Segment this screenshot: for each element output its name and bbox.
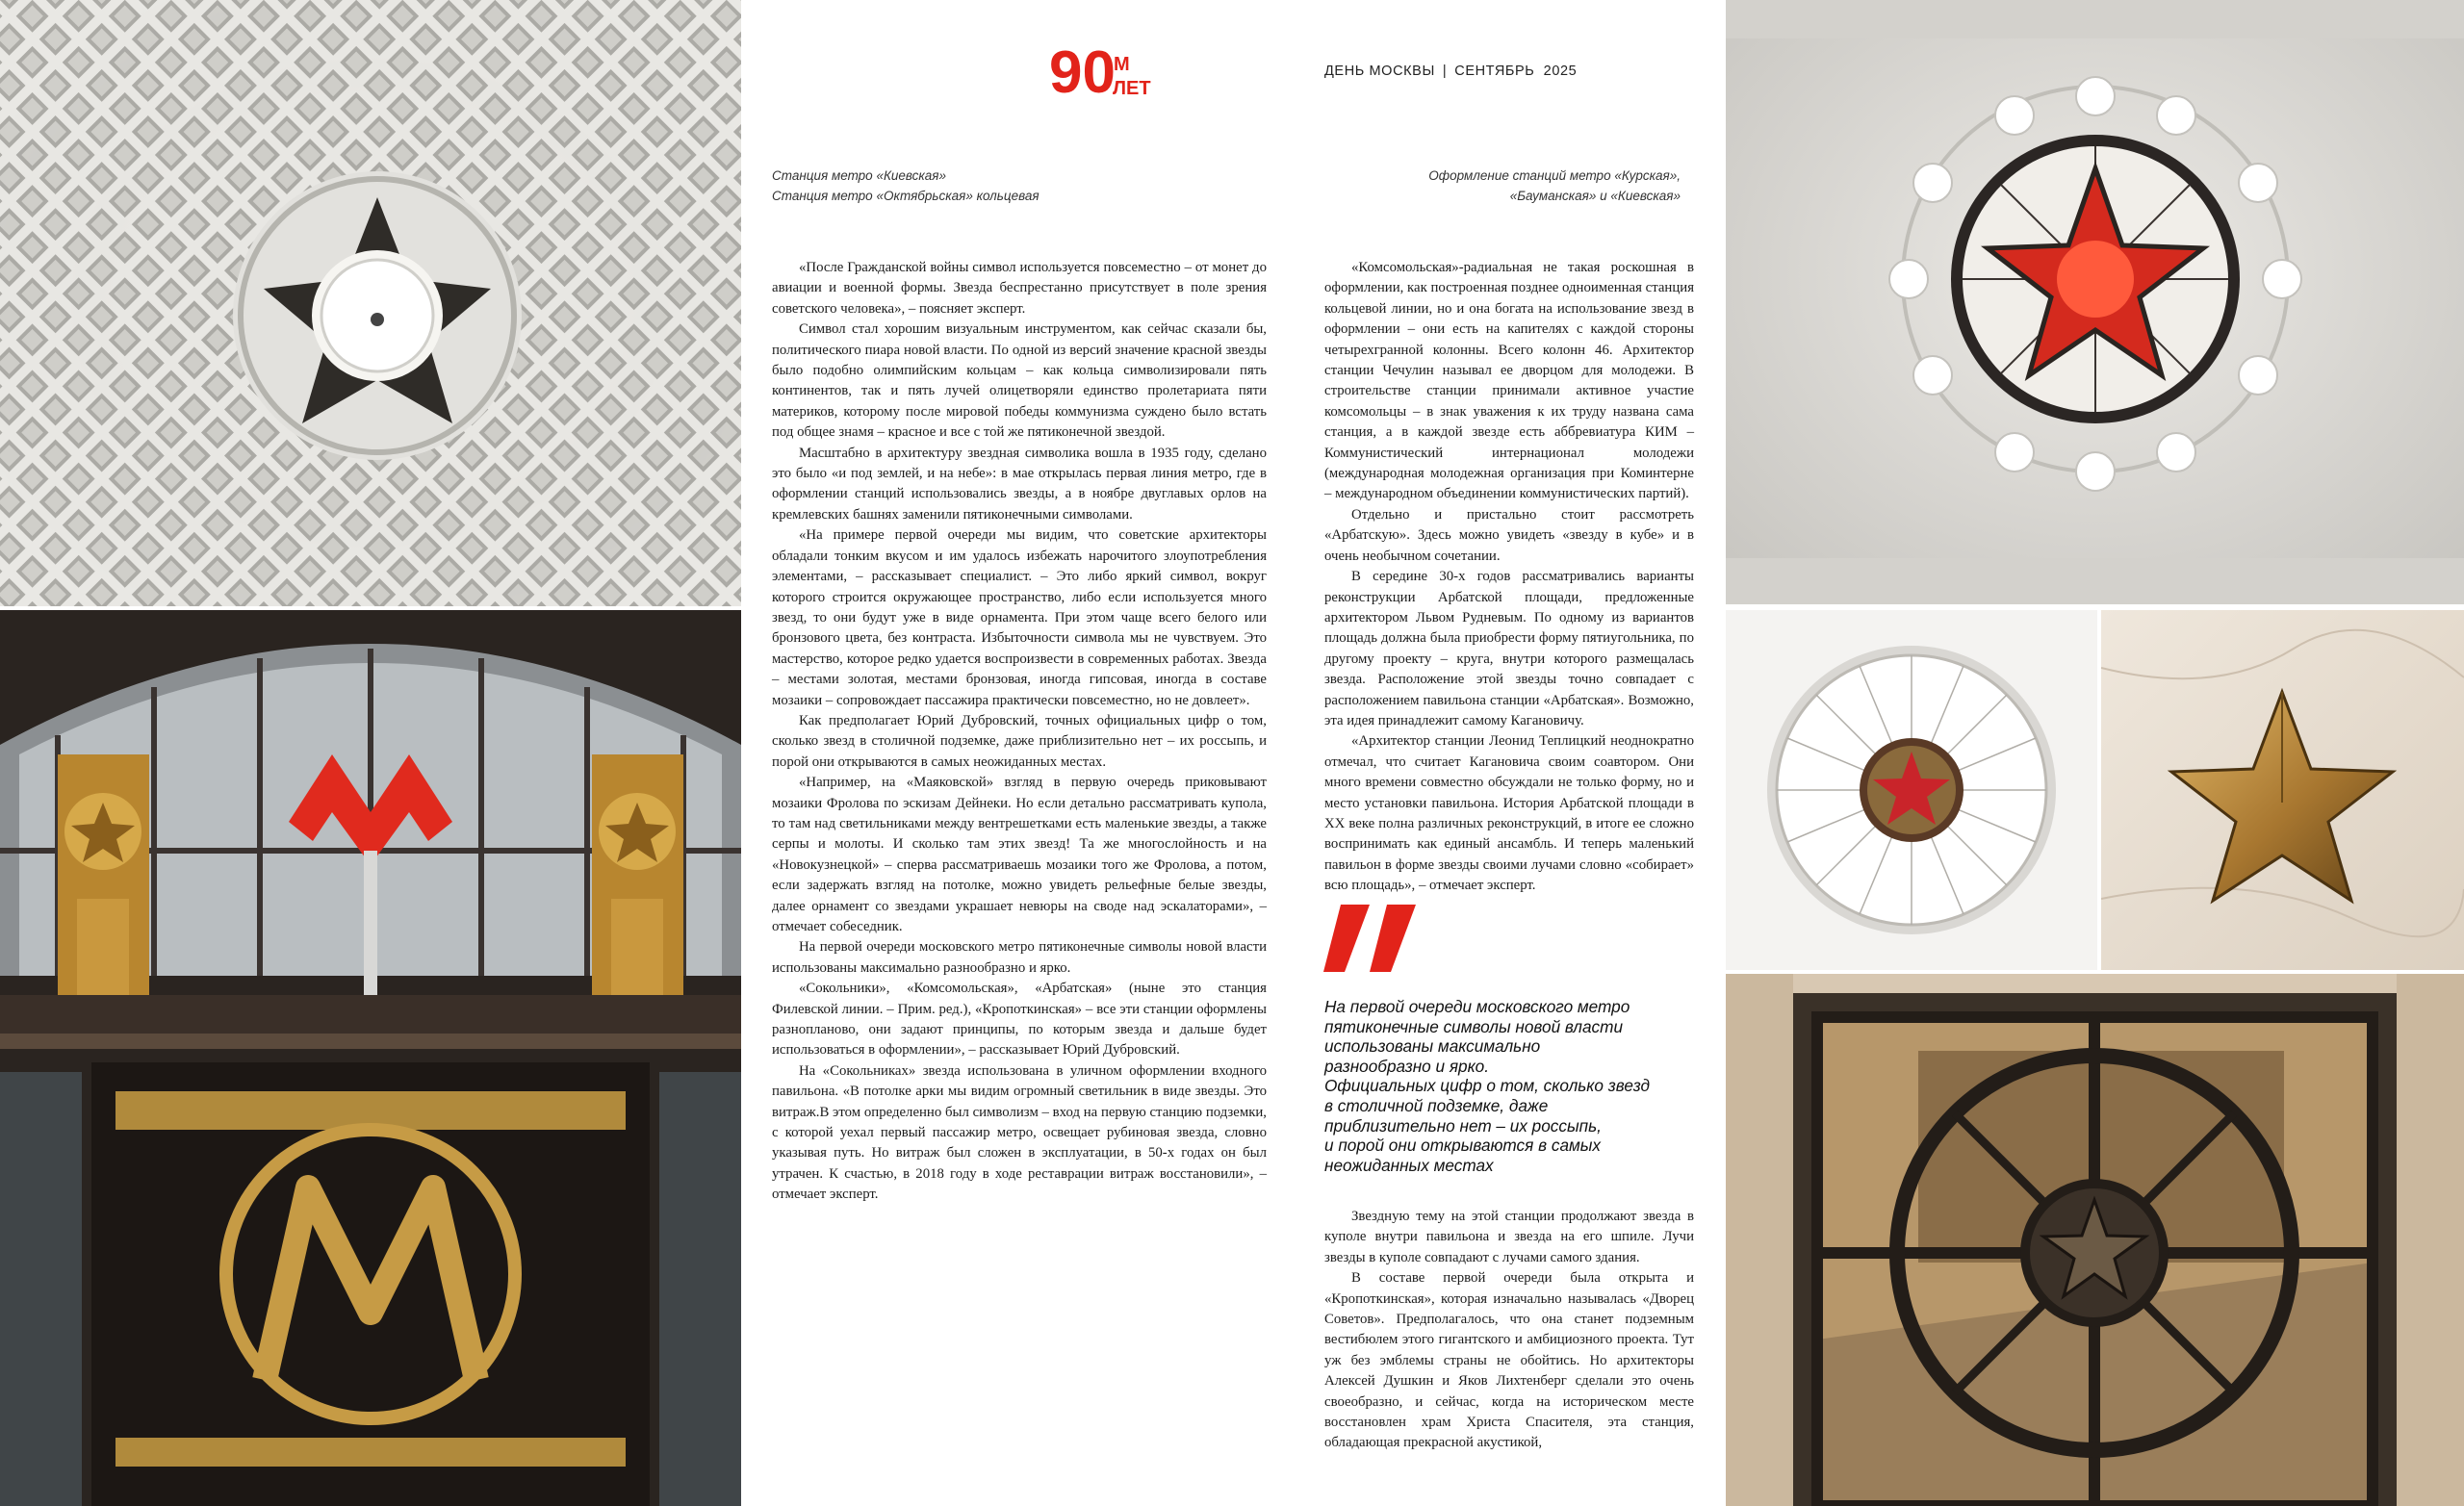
- paragraph: «Сокольники», «Комсомольская», «Арбатская» (ныне это станция Филевской линии. – Прим. ред.), «Кропоткинская» – все эти станции оформлены разнопланово, они задают принципы, по которым звезда и дальше будет использоваться в оформлении», – рассказывает Юрий Дубровский.: [772, 981, 1267, 1059]
- paragraph: «Например, на «Маяковской» взгляд в первую очередь приковывают мозаики Фролова по эскизам Дейнеки. Но если детально рассматривать купола, то там над светильниками между вентрешетками есть маленькие звезды, а также серпы и молоты. И сколько там этих звезд! Та же многослойность и на «Новокузнецкой» – сперва рассматриваешь мозаики того же Фролова, а потом, если задержать взгляд на потолке, можно увидеть рельефные белые звезды, далее орнамент со звездами украшает невюры на своде над эскалаторами», – отмечает собеседник.: [772, 775, 1267, 934]
- grille-with-star-icon: [1726, 974, 2464, 1506]
- anniversary-logo: [1049, 37, 1155, 104]
- paragraph: Как предполагает Юрий Дубровский, точных официальных цифр о том, сколько звезд в столичной подземке, даже приблизительно нет – их россыпь, и порой они открываются в самых неожиданных местах.: [772, 712, 1267, 770]
- logo-letter: М: [1114, 54, 1130, 75]
- bronze-star-icon: [2101, 610, 2464, 970]
- pull-quote-line: пятиконечные символы новой власти: [1324, 1016, 1624, 1036]
- article-column-right: [1324, 258, 1694, 897]
- caption-line: Станция метро «Киевская»: [772, 168, 947, 183]
- paragraph: Масштабно в архитектуру звездная символика вошла в 1935 году, сделано это было «и под землей, и на небе»: в мае открылась первая линия метро, где в оформлении станций использовались звезды, а в ноябре двуглавых орлов на кремлевских башнях заменили пятиконечными символами.: [772, 445, 1267, 523]
- pull-quote-line: На первой очереди московского метро: [1324, 997, 1630, 1016]
- paragraph: «Комсомольская»-радиальная не такая роскошная в оформлении, как построенная позднее одноименная станция кольцевой линии, но и она богата на использование звезд в оформлении – они есть на капителях с каждой стороны четырехгранной колонны. Всего колонн 46. Архитектор станции Чечулин называл ее дворцом для молодежи. В строительстве станции принимали активное участие комсомольцы – в знак уважения к их труду названа сама станция, а в каждой звезде есть аббревиатура КИМ – Коммунистический интернационал молодежи (международная молодежная организация при Коминтерне – международном объединении коммунистических партий).: [1324, 260, 1694, 502]
- bronze-star-photo: [2101, 610, 2464, 970]
- pull-quote-line: и порой они открываются в самых: [1324, 1136, 1602, 1156]
- pull-quote-line: приблизительно нет – их россыпь,: [1324, 1115, 1602, 1136]
- publication-name: ДЕНЬ МОСКВЫ: [1324, 64, 1435, 79]
- pull-quote-line: неожиданных местах: [1324, 1155, 1494, 1175]
- paragraph: В середине 30-х годов рассматривались варианты реконструкции Арбатской площади, предложенные архитектором Львом Рудневым. По одному из вариантов площадь должна была приобрести форму пятиугольника, по другому проекту – круга, внутри которого размещалась звезда. Расположение этой звезды точно совпадает с расположением павильона станции «Арбатская». Возможно, эта идея принадлежит самому Кагановичу.: [1324, 569, 1694, 728]
- pull-quote-line: использованы максимально: [1324, 1036, 1541, 1057]
- paragraph: В составе первой очереди была открыта и «Кропоткинская», которая изначально называлась «Дворец Советов». Предполагалось, что она станет подземным вестибюлем этого гигантского и амбициозного проекта. Тут уж без эмблемы страны не обойтись. Но архитекторы Алексей Душкин и Яков Лихтенберг сделали это очень своеобразно, и сейчас, когда на историческом месте восстановлен храм Христа Спасителя, эта станция, обладающая прекрасной акустикой,: [1324, 1270, 1694, 1451]
- issue-year: 2025: [1543, 64, 1578, 79]
- quote-mark-icon: [1323, 905, 1429, 982]
- paragraph: На первой очереди московского метро пятиконечные символы новой власти использованы максимально разнообразно и ярко.: [772, 939, 1267, 976]
- paragraph: Звездную тему на этой станции продолжают звезда в куполе внутри павильона и звезда на его шпиле. Лучи звезды в куполе совпадают с лучами самого здания.: [1324, 1209, 1694, 1265]
- metro-90-logo-icon: [1049, 37, 1155, 104]
- head-separator: |: [1442, 64, 1448, 79]
- logo-word: ЛЕТ: [1113, 78, 1151, 99]
- round-star-medallion-photo: [1726, 610, 2097, 970]
- red-star-chandelier-icon: [1726, 0, 2464, 604]
- star-grille-photo: [1726, 974, 2464, 1506]
- issue-month: СЕНТЯБРЬ: [1454, 64, 1535, 79]
- logo-number: 90: [1049, 39, 1116, 104]
- star-chandelier-photo: [1726, 0, 2464, 604]
- pull-quote-line: в столичной подземке, даже: [1324, 1095, 1549, 1115]
- article-column-right-bottom: [1324, 1207, 1694, 1454]
- coffered-dome-photo: [0, 0, 741, 606]
- photo-caption-left: [772, 166, 1040, 206]
- caption-line: «Бауманская» и «Киевская»: [1509, 189, 1681, 203]
- pull-quote-line: Официальных цифр о том, сколько звезд: [1324, 1076, 1650, 1096]
- article-column-left: [772, 258, 1267, 1206]
- caption-line: Станция метро «Октябрьская» кольцевая: [772, 189, 1040, 203]
- pull-quote-line: разнообразно и ярко.: [1324, 1056, 1490, 1076]
- metro-entrance-photo: [0, 610, 741, 1506]
- paragraph: «После Гражданской войны символ используется повсеместно – от монет до авиации и военной формы. Звезда беспрестанно присутствует в поле зрения советского человека», – поясняет эксперт.: [772, 260, 1267, 317]
- paragraph: «Архитектор станции Леонид Теплицкий неоднократно отмечал, что считает Кагановича своим соавтором. Они много времени совместно обсуждали не только форму, но и место установки павильона. История Арбатской площади в XX веке полна различных реконструкций, в итоге ее сложно воспринимать как единый ансамбль. И теперь маленький павильон в форме звезды своими лучами словно «собирает» всю площадь», – отмечает эксперт.: [1324, 733, 1694, 894]
- caption-line: Оформление станций метро «Курская»,: [1428, 168, 1681, 183]
- metro-m-sign-icon: [0, 610, 741, 1506]
- paragraph: «На примере первой очереди мы видим, что советские архитекторы обладали тонким вкусом и им удалось избежать нарочитого злоупотребления элементами, – рассказывает специалист. – Это либо яркий символ, вокруг которого строится окружающее пространство, либо если используется много звезд, то они будут уже в виде орнамента. При этом чаще всего белого или бронзового цвета, без контраста. Избыточности символа мы не чувствуем. Это мастерство, которое редко удается воспроизвести в современных работах. Звезда – местами золотая, местами бронзовая, иногда гипсовая, иногда в составе мозаики – сопровождает пассажира практически повсеместно, но не довлеет».: [772, 527, 1267, 708]
- paragraph: Отдельно и пристально стоит рассмотреть «Арбатскую». Здесь можно увидеть «звезду в кубе» и в очень необычном сочетании.: [1324, 506, 1694, 564]
- paragraph: Символ стал хорошим визуальным инструментом, как сейчас сказали бы, политического пиара новой власти. По одной из версий значение красной звезды было подобно олимпийским кольцам – как кольца символизировали пять континентов, так и пять лучей олицетворяли единство пролетариата пяти материков, которому после мировой победы коммунизма суждено было встать под общее знамя – красное и все с той же пятиконечной звездой.: [772, 321, 1267, 441]
- dome-with-star-lamp-icon: [0, 0, 741, 606]
- paragraph: На «Сокольниках» звезда использована в уличном оформлении входного павильона. «В потолке арки мы видим огромный светильник в виде звезды. Это витраж.В этом определенно был символизм – вход на первую станцию подземки, с которой уехал первый пассажир метро, освещает рубиновая звезда, словно указывая путь. Но витраж был сложен в эксплуатации, в 50-х годах он был утрачен. К счастью, в 2018 году в ходе реставрации витраж восстановили», – отмечает эксперт.: [772, 1062, 1267, 1203]
- running-head: [1324, 64, 1577, 79]
- photo-caption-right: [1428, 166, 1681, 206]
- pull-quote: [1324, 997, 1709, 1175]
- star-medallion-icon: [1726, 610, 2097, 970]
